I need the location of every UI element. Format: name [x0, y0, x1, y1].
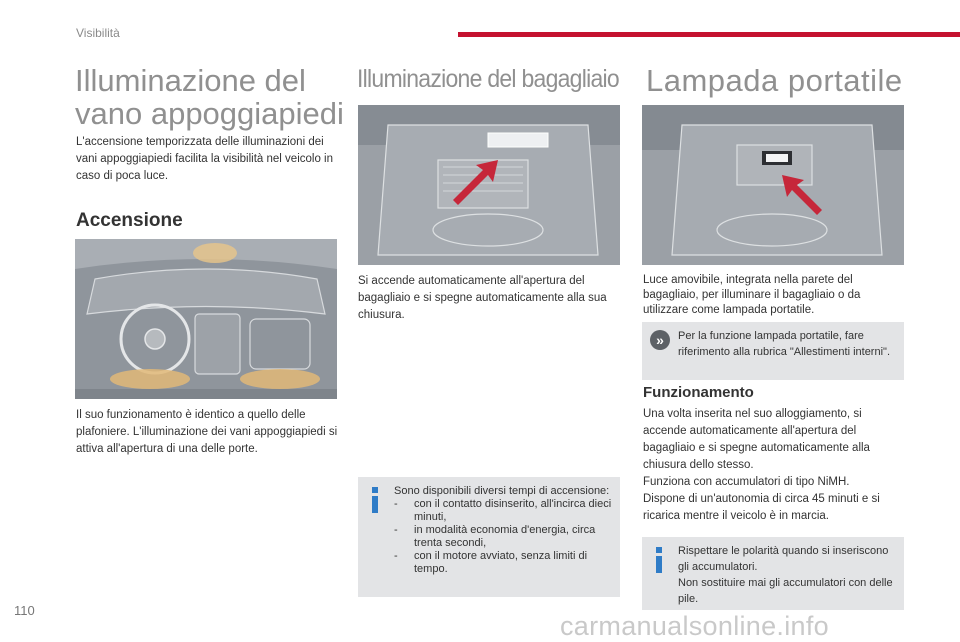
autonomy-text: Dispone di un'autonomia di circa 45 minuti e si ricarica mentre il veicolo è in marcia.	[643, 493, 880, 522]
reference-info-box	[642, 322, 904, 380]
polarity-text: Rispettare le polarità quando si inseriscono gli accumulatori.	[678, 545, 889, 573]
footwell-lighting-illustration	[75, 239, 337, 399]
duration-info-box	[358, 477, 620, 597]
operation-paragraph: Una volta inserita nel suo alloggiamento, si accende automaticamente all'apertura del bagagliaio e si spegne automaticamente alla chiusura dello stesso.	[643, 408, 870, 471]
header-accent-bar	[458, 32, 960, 37]
reference-text: Per la funzione lampada portatile, fare riferimento alla rubrica "Allestimenti interni".	[678, 330, 890, 358]
footwell-body-text: Il suo funzionamento è identico a quello delle plafoniere. L'illuminazione dei vani appoggiapiedi si attiva all'apertura di una delle porte.	[76, 409, 338, 455]
info-icon	[370, 487, 380, 513]
reference-arrow-icon: »	[650, 330, 670, 350]
footwell-intro-text: L'accensione temporizzata delle illuminazioni dei vani appoggiapiedi facilita la visibilità nel veicolo in caso di poca luce.	[76, 136, 333, 182]
list-item: - con il motore avviato, senza limiti di tempo.	[394, 550, 588, 575]
battery-warning-box	[642, 537, 904, 610]
section-label: Visibilità	[76, 26, 120, 40]
battery-type-text: Funziona con accumulatori di tipo NiMH.	[643, 476, 850, 488]
duration-info-intro: Sono disponibili diversi tempi di accensione:	[394, 485, 610, 497]
portable-lamp-text: Luce amovibile, integrata nella parete del bagagliaio, per illuminare il bagagliaio o da utilizzare come lampada portatile.	[643, 274, 861, 316]
portable-lamp-illustration	[642, 105, 904, 265]
boot-lighting-text: Si accende automaticamente all'apertura del bagagliaio e si spegne automaticamente alla sua chiusura.	[358, 275, 607, 321]
operation-heading: Funzionamento	[643, 384, 754, 401]
boot-lamp-illustration	[358, 105, 620, 265]
boot-lighting-title: Illuminazione del bagagliaio	[357, 65, 619, 93]
list-item: - con il contatto disinserito, all'incirca dieci minuti,	[394, 498, 612, 523]
page-number: 110	[14, 603, 35, 618]
info-icon	[654, 547, 664, 573]
duration-info-content	[394, 485, 616, 576]
footwell-lighting-title: Illuminazione del vano appoggiapiedi	[75, 63, 344, 132]
watermark: carmanualsonline.info	[560, 611, 829, 641]
no-batteries-text: Non sostituire mai gli accumulatori con delle pile.	[678, 577, 893, 605]
portable-lamp-title: Lampada portatile	[646, 63, 903, 98]
activation-heading: Accensione	[76, 210, 183, 231]
battery-warning-content	[678, 543, 898, 607]
operation-text	[643, 406, 905, 525]
list-item: - in modalità economia d'energia, circa trenta secondi,	[394, 524, 596, 549]
